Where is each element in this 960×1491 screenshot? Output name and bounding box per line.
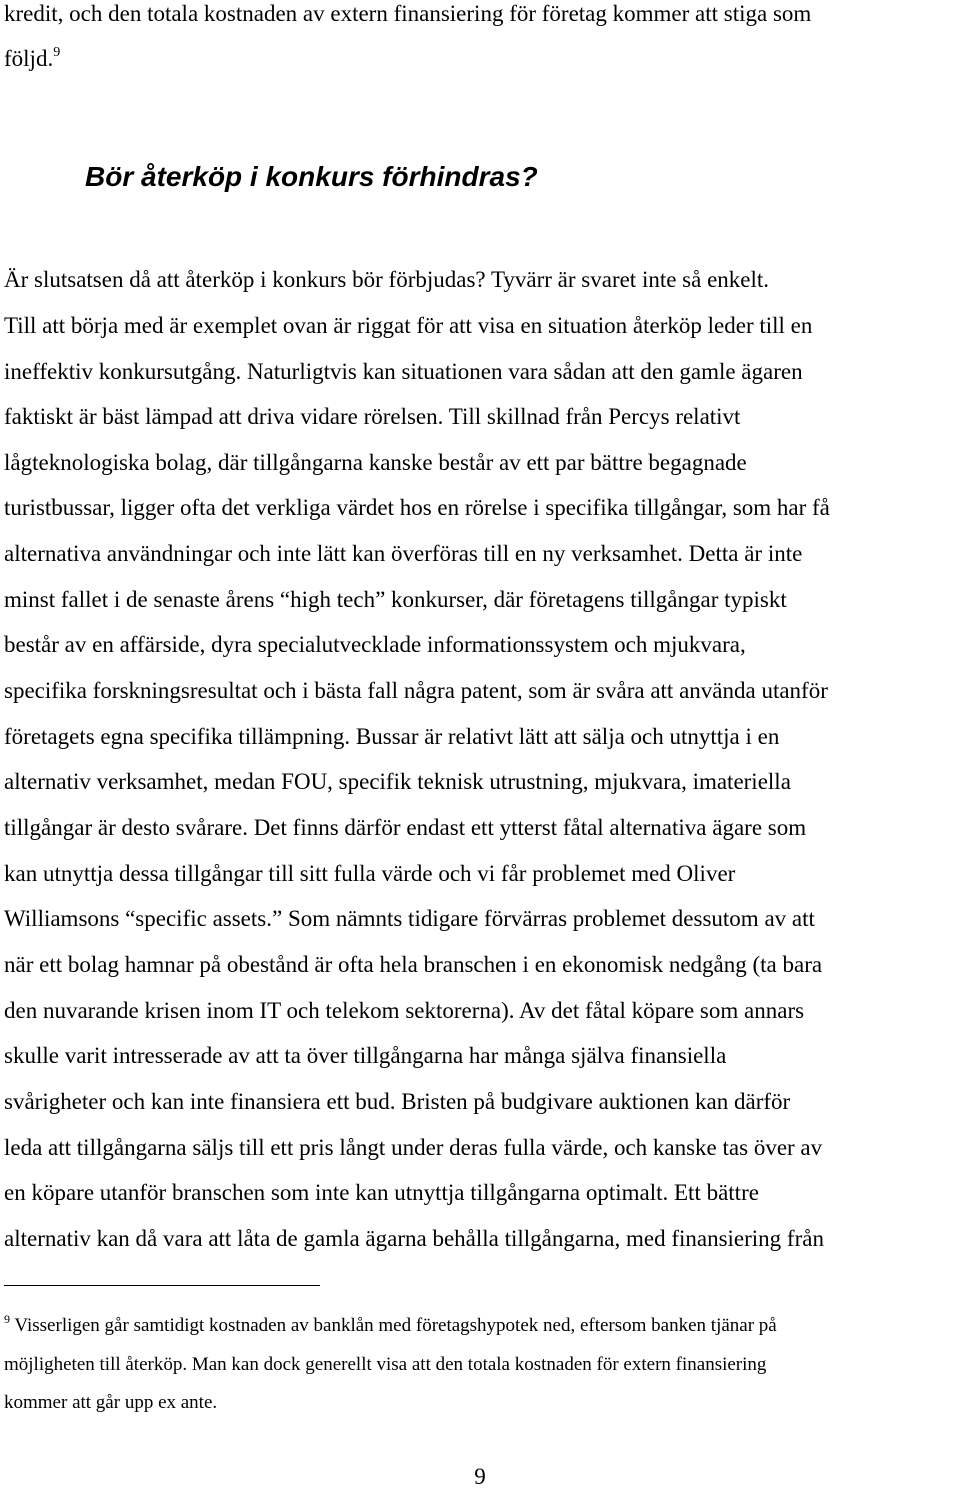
footnote-line-1-text: Visserligen går samtidigt kostnaden av banklån med företagshypotek ned, eftersom banken tjänar på (10, 1315, 777, 1336)
intro-line-1: kredit, och den totala kostnaden av extern finansiering för företag kommer att stiga som (4, 1, 812, 26)
body-line-18: skulle varit intresserade av att ta över tillgångarna har många själva finansiella (4, 1043, 727, 1068)
body-line-2: Till att börja med är exemplet ovan är riggat för att visa en situation återköp leder till en (4, 313, 813, 338)
section-heading: Bör återköp i konkurs förhindras? (85, 161, 538, 192)
body-line-14: kan utnyttja dessa tillgångar till sitt fulla värde och vi får problemet med Oliver (4, 861, 736, 886)
footnote-line-1 (4, 1314, 777, 1338)
body-line-3: ineffektiv konkursutgång. Naturligtvis kan situationen vara sådan att den gamle ägaren (4, 359, 803, 384)
body-line-13: tillgångar är desto svårare. Det finns därför endast ett ytterst fåtal alternativa ägare som (4, 815, 807, 840)
body-line-17: den nuvarande krisen inom IT och telekom sektorerna). Av det fåtal köpare som annars (4, 998, 805, 1023)
body-line-22: alternativ kan då vara att låta de gamla ägarna behålla tillgångarna, med finansiering från (4, 1226, 824, 1251)
body-line-10: specifika forskningsresultat och i bästa fall några patent, som är svåra att använda utanför (4, 678, 828, 703)
body-line-20: leda att tillgångarna säljs till ett pris långt under deras fulla värde, och kanske tas över av (4, 1135, 823, 1160)
footnote-line-3: kommer att går upp ex ante. (4, 1392, 218, 1413)
body-line-11: företagets egna specifika tillämpning. Bussar är relativt lätt att sälja och utnyttja i en (4, 724, 780, 749)
body-line-19: svårigheter och kan inte finansiera ett bud. Bristen på budgivare auktionen kan därför (4, 1089, 791, 1114)
body-line-12: alternativ verksamhet, medan FOU, specifik teknisk utrustning, mjukvara, imateriella (4, 769, 791, 794)
body-line-6: turistbussar, ligger ofta det verkliga värdet hos en rörelse i specifika tillgångar, som har få (4, 495, 830, 520)
footnote-separator (4, 1285, 320, 1286)
body-line-8: minst fallet i de senaste årens “high tech” konkurser, där företagens tillgångar typiskt (4, 587, 787, 612)
page-number: 9 (474, 1464, 486, 1489)
intro-line-2-text: följd. (4, 46, 54, 71)
body-line-21: en köpare utanför branschen som inte kan utnyttja tillgångarna optimalt. Ett bättre (4, 1180, 759, 1205)
body-line-5: lågteknologiska bolag, där tillgångarna kanske består av ett par bättre begagnade (4, 450, 747, 475)
footnote-line-2: möjligheten till återköp. Man kan dock generellt visa att den totala kostnaden för extern finansiering (4, 1354, 767, 1375)
footnote-number: 9 (4, 1312, 10, 1326)
body-line-16: när ett bolag hamnar på obestånd är ofta hela branschen i en ekonomisk nedgång (ta bara (4, 952, 823, 977)
body-line-1: Är slutsatsen då att återköp i konkurs bör förbjudas? Tyvärr är svaret inte så enkelt. (4, 267, 770, 292)
body-line-7: alternativa användningar och inte lätt kan överföras till en ny verksamhet. Detta är inte (4, 541, 803, 566)
body-line-9: består av en affärside, dyra specialutvecklade informationssystem och mjukvara, (4, 632, 746, 657)
body-line-15: Williamsons “specific assets.” Som nämnts tidigare förvärras problemet dessutom av att (4, 906, 815, 931)
intro-line-2 (4, 45, 60, 73)
body-line-4: faktiskt är bäst lämpad att driva vidare rörelsen. Till skillnad från Percys relativt (4, 404, 741, 429)
footnote-reference: 9 (53, 45, 61, 60)
